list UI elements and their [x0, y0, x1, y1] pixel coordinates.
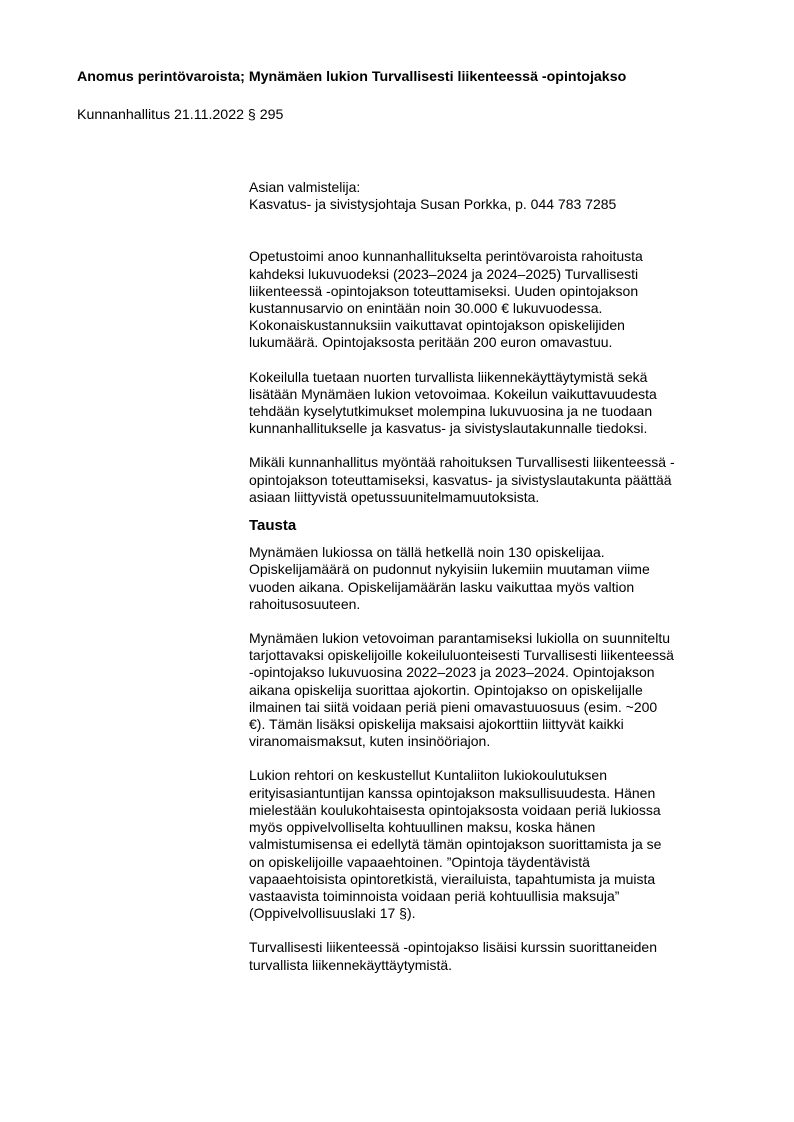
text-line: mielestään koulukohtaisesta opintojaksosta voidaan periä lukiossa [249, 801, 661, 818]
preparer: Kasvatus- ja sivistysjohtaja Susan Porkka, p. 044 783 7285 [249, 196, 617, 213]
section-heading: Tausta [249, 517, 297, 535]
text-line: Mikäli kunnanhallitus myöntää rahoituksen Turvallisesti liikenteessä - [249, 454, 675, 471]
text-line: Opetustoimi anoo kunnanhallitukselta perintövaroista rahoitusta [249, 248, 643, 265]
text-line: €). Tämän lisäksi opiskelija maksaisi ajokorttiin liittyvät kaikki [249, 716, 624, 733]
text-line: vuoden aikana. Opiskelijamäärän lasku vaikuttaa myös valtion [249, 578, 635, 595]
paragraph [249, 767, 749, 922]
document-title: Anomus perintövaroista; Mynämäen lukion Turvallisesti liikenteessä -opintojakso [77, 69, 627, 85]
text-line: tehdään kyselytutkimukset molempina lukuvuosina ja ne tuodaan [249, 403, 653, 420]
text-line: Mynämäen lukiossa on tällä hetkellä noin 130 opiskelijaa. [249, 544, 605, 561]
text-line: Kokonaiskustannuksiin vaikuttavat opintojakson opiskelijiden [249, 317, 625, 334]
text-line: asiaan liittyvistä opetussuunitelmamuutoksista. [249, 488, 540, 505]
text-line: liikenteessä -opintojakson toteuttamiseksi. Uuden opintojakson [249, 282, 639, 299]
paragraph [249, 630, 749, 750]
text-line: lukumäärä. Opintojaksosta peritään 200 euron omavastuu. [249, 334, 613, 351]
paragraph [249, 544, 749, 613]
text-line: -opintojakso lukuvuosina 2022–2023 ja 2023–2024. Opintojakson [249, 664, 655, 681]
text-line: ilmainen tai siitä voidaan periä pieni omavastuuosuus (esim. ~200 [249, 698, 658, 715]
text-line: opintojakson toteuttamiseksi, kasvatus- ja sivistyslautakunta päättää [249, 471, 672, 488]
preparer-label: Asian valmistelija: [249, 179, 361, 195]
text-line: vapaaehtoisista opintoretkistä, vierailuista, tapahtumista ja muista [249, 870, 656, 887]
text-line: kahdeksi lukuvuodeksi (2023–2024 ja 2024–2025) Turvallisesti [249, 265, 639, 282]
paragraph [249, 939, 749, 973]
text-line: rahoitusosuuteen. [249, 595, 361, 612]
text-line: viranomaismaksut, kuten insinööriajon. [249, 733, 491, 750]
text-line: Lukion rehtori on keskustellut Kuntaliiton lukiokoulutuksen [249, 767, 607, 784]
text-line: Opiskelijamäärä on pudonnut nykyisiin lukemiin muutaman viime [249, 561, 650, 578]
text-line: vastaavista toiminnoista voidaan periä kohtuullisia maksuja” [249, 887, 620, 904]
proposal-section [249, 248, 749, 506]
meeting-reference: Kunnanhallitus 21.11.2022 § 295 [77, 107, 284, 123]
document-body [249, 179, 749, 974]
text-line: erityisasiantuntijan kanssa opintojakson maksullisuudesta. Hänen [249, 784, 656, 801]
text-line: on opiskelijoille vapaaehtoinen. ”Opintoja täydentävistä [249, 853, 590, 870]
text-line: kunnanhallitukselle ja kasvatus- ja sivistyslautakunnalle tiedoksi. [249, 420, 648, 437]
text-line: aikana opiskelija suorittaa ajokortin. Opintojakso on opiskelijalle [249, 681, 643, 698]
text-line: (Oppivelvollisuuslaki 17 §). [249, 905, 416, 922]
text-line: tarjottavaksi opiskelijoille kokeiluluonteisesti Turvallisesti liikenteessä [249, 647, 674, 664]
background-section [249, 544, 749, 973]
paragraph [249, 248, 749, 351]
text-line: Turvallisesti liikenteessä -opintojakso lisäisi kurssin suorittaneiden [249, 939, 657, 956]
paragraph [249, 369, 749, 438]
text-line: myös oppivelvolliselta kohtuullinen maksu, koska hänen [249, 819, 596, 836]
text-line: Kokeilulla tuetaan nuorten turvallista liikennekäyttäytymistä sekä [249, 368, 648, 385]
text-line: Mynämäen lukion vetovoiman parantamiseksi lukiolla on suunniteltu [249, 630, 671, 647]
text-line: turvallista liikennekäyttäytymistä. [249, 956, 453, 973]
text-line: lisätään Mynämäen lukion vetovoimaa. Kokeilun vaikuttavuudesta [249, 385, 657, 402]
text-line: valmistumisensa ei edellytä tämän opintojakson suorittamista ja se [249, 836, 662, 853]
text-line: kustannusarvio on enintään noin 30.000 € lukuvuodessa. [249, 300, 603, 317]
paragraph [249, 454, 749, 506]
